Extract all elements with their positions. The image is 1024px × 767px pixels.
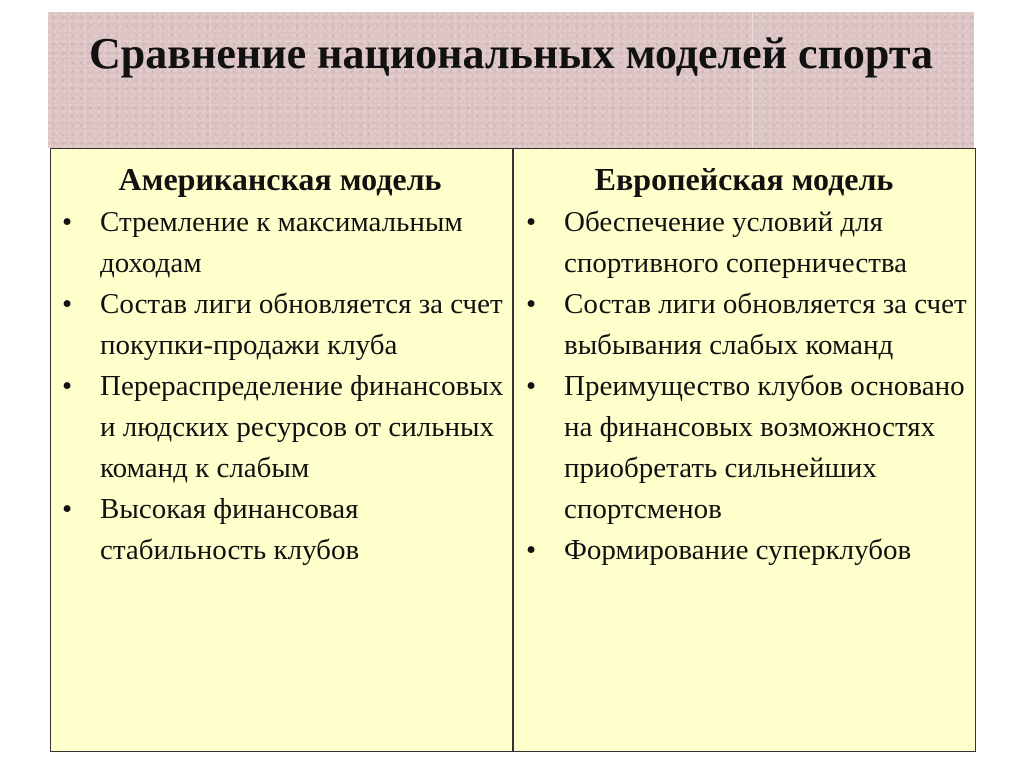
american-model-heading: Американская модель bbox=[118, 161, 442, 197]
american-item-4 bbox=[52, 489, 508, 571]
american-item-3 bbox=[52, 366, 508, 489]
bullet-icon: • bbox=[526, 370, 537, 402]
bullet-icon: • bbox=[62, 288, 73, 320]
european-model-column bbox=[516, 158, 972, 571]
american-item-3-text: Перераспределение финансовых и людских ресурсов от сильных команд к слабым bbox=[100, 370, 504, 484]
bullet-icon: • bbox=[526, 534, 537, 566]
european-item-2 bbox=[516, 284, 972, 366]
european-item-1 bbox=[516, 202, 972, 284]
bullet-icon: • bbox=[62, 493, 73, 525]
bullet-icon: • bbox=[526, 288, 537, 320]
european-item-3-text: Преимущество клубов основано на финансовых возможностях приобретать сильнейших спортсменов bbox=[564, 370, 965, 525]
american-item-1-text: Стремление к максимальным доходам bbox=[100, 206, 463, 279]
american-item-2 bbox=[52, 284, 508, 366]
european-item-4 bbox=[516, 530, 972, 571]
american-model-column bbox=[52, 158, 508, 571]
bullet-icon: • bbox=[62, 206, 73, 238]
european-item-2-text: Состав лиги обновляется за счет выбывания слабых команд bbox=[564, 288, 967, 361]
american-item-1 bbox=[52, 202, 508, 284]
european-model-heading: Европейская модель bbox=[594, 161, 894, 197]
bullet-icon: • bbox=[526, 206, 537, 238]
bullet-icon: • bbox=[62, 370, 73, 402]
column-divider bbox=[512, 148, 514, 752]
european-item-3 bbox=[516, 366, 972, 530]
european-item-4-text: Формирование суперклубов bbox=[564, 534, 912, 566]
european-item-1-text: Обеспечение условий для спортивного соперничества bbox=[564, 206, 908, 279]
american-item-4-text: Высокая финансовая стабильность клубов bbox=[100, 493, 360, 566]
american-item-2-text: Состав лиги обновляется за счет покупки-продажи клуба bbox=[100, 288, 503, 361]
slide-title: Сравнение национальных моделей спорта bbox=[89, 29, 933, 78]
